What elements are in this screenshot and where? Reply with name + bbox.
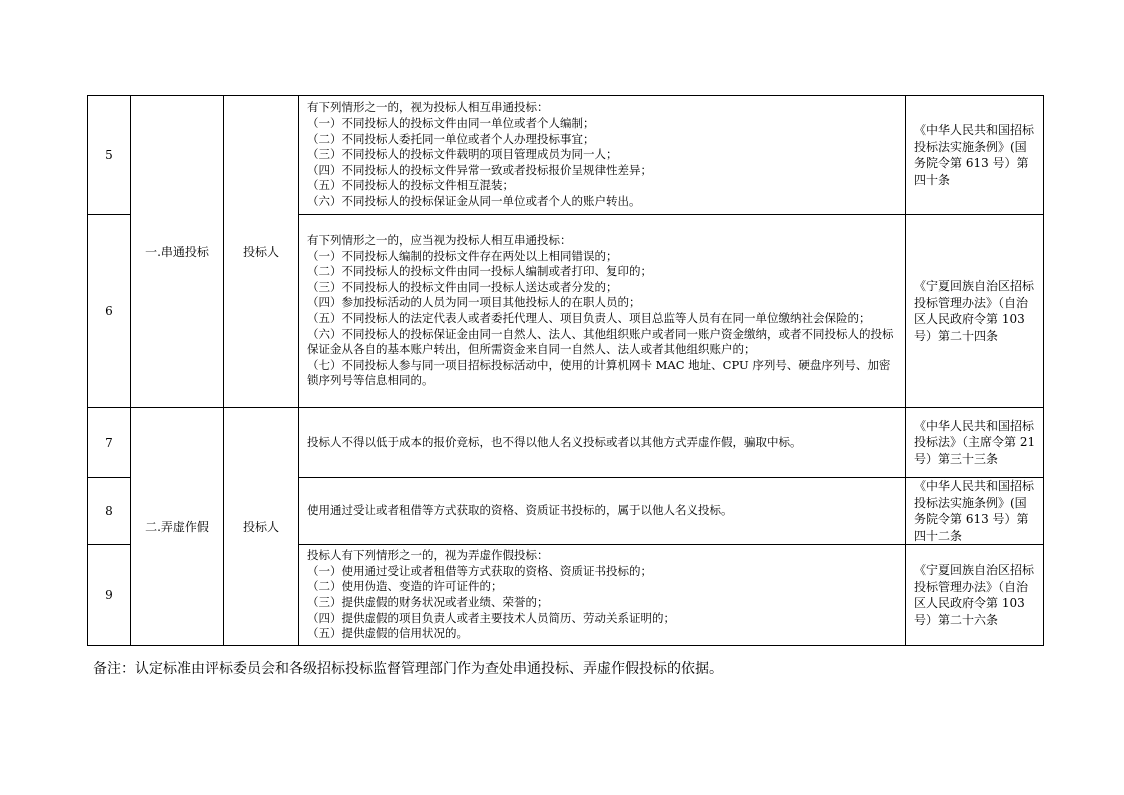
category-cell: 一.串通投标	[131, 96, 224, 408]
content-line: （四）提供虚假的项目负责人或者主要技术人员简历、劳动关系证明的；	[307, 610, 675, 625]
content-line: 有下列情形之一的，视为投标人相互串通投标：	[307, 100, 549, 115]
row-number: 7	[88, 408, 131, 478]
standards-table	[87, 95, 1044, 646]
content-line: （一）使用通过受让或者租借等方式获取的资格、资质证书投标的；	[307, 563, 652, 578]
content-line: （三）不同投标人的投标文件载明的项目管理成员为同一人；	[307, 147, 618, 162]
content-cell	[299, 408, 906, 478]
content-line: （五）提供虚假的信用状况的。	[307, 626, 468, 641]
content-line: 有下列情形之一的，应当视为投标人相互串通投标：	[307, 233, 572, 248]
content-cell	[299, 215, 906, 408]
source-cell: 《宁夏回族自治区招标投标管理办法》（自治区人民政府令第 103 号）第二十四条	[906, 215, 1044, 408]
content-line: （四）参加投标活动的人员为同一项目其他投标人的在职人员的；	[307, 295, 641, 310]
content-line: 投标人有下列情形之一的，视为弄虚作假投标：	[307, 548, 549, 563]
content-line: （一）不同投标人编制的投标文件存在两处以上相同错误的；	[307, 248, 618, 263]
row-number: 9	[88, 545, 131, 646]
content-cell	[299, 96, 906, 215]
category-cell: 二.弄虚作假	[131, 408, 224, 646]
content-line: 投标人不得以低于成本的报价竞标，也不得以他人名义投标或者以其他方式弄虚作假，骗取中标。	[307, 434, 802, 449]
content-line: （六）不同投标人的投标保证金由同一自然人、法人、其他组织账户或者同一账户资金缴纳，或者不同投标人的投标保证金从各自的基本账户转出，但所需资金来自同一自然人、法人或者其他组织账户的；	[307, 326, 894, 357]
content-line: （二）不同投标人的投标文件由同一投标人编制或者打印、复印的；	[307, 264, 652, 279]
subject-cell: 投标人	[224, 408, 299, 646]
content-cell	[299, 478, 906, 545]
content-line: （二）使用伪造、变造的许可证件的；	[307, 579, 503, 594]
content-line: （五）不同投标人的投标文件相互混装；	[307, 178, 514, 193]
content-line: （四）不同投标人的投标文件异常一致或者投标报价呈规律性差异；	[307, 162, 652, 177]
source-cell: 《中华人民共和国招标投标法》（主席令第 21 号）第三十三条	[906, 408, 1044, 478]
source-cell: 《宁夏回族自治区招标投标管理办法》（自治区人民政府令第 103 号）第二十六条	[906, 545, 1044, 646]
row-number: 8	[88, 478, 131, 545]
subject-cell: 投标人	[224, 96, 299, 408]
row-number: 6	[88, 215, 131, 408]
source-cell: 《中华人民共和国招标投标法实施条例》(国务院令第 613 号）第四十条	[906, 96, 1044, 215]
content-line: （七）不同投标人参与同一项目招标投标活动中，使用的计算机网卡 MAC 地址、CPU 序列号、硬盘序列号、加密锁序列号等信息相同的。	[307, 357, 891, 388]
content-line: （二）不同投标人委托同一单位或者个人办理投标事宜；	[307, 131, 595, 146]
content-cell	[299, 545, 906, 646]
content-line: （五）不同投标人的法定代表人或者委托代理人、项目负责人、项目总监等人员有在同一单位缴纳社会保险的；	[307, 311, 871, 325]
source-cell: 《中华人民共和国招标投标法实施条例》(国务院令第 613 号）第四十二条	[906, 478, 1044, 545]
table-row	[88, 96, 1044, 215]
content-line: （六）不同投标人的投标保证金从同一单位或者个人的账户转出。	[307, 193, 641, 208]
footnote: 备注：认定标准由评标委员会和各级招标投标监督管理部门作为查处串通投标、弄虚作假投标的依据。	[93, 661, 723, 677]
content-line: （三）不同投标人的投标文件由同一投标人送达或者分发的；	[307, 279, 618, 294]
table-row	[88, 408, 1044, 478]
row-number: 5	[88, 96, 131, 215]
content-line: （三）提供虚假的财务状况或者业绩、荣誉的；	[307, 595, 549, 609]
content-line: （一）不同投标人的投标文件由同一单位或者个人编制；	[307, 116, 595, 131]
content-line: 使用通过受让或者租借等方式获取的资格、资质证书投标的，属于以他人名义投标。	[307, 503, 733, 518]
